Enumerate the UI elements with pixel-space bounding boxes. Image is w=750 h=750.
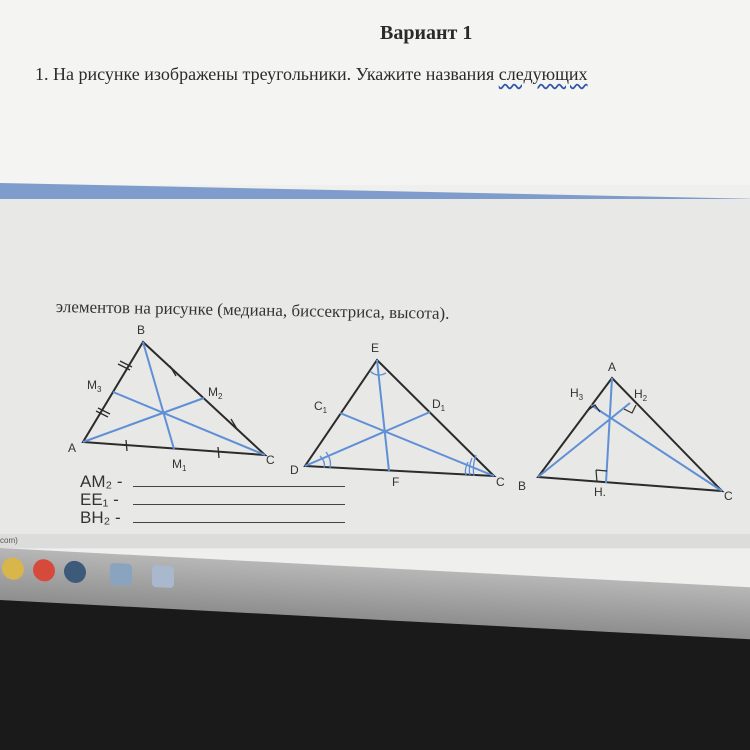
label-d1-sub: 1: [440, 404, 446, 413]
label-m3-sub: 3: [97, 385, 102, 394]
label-vertex-c2: C: [496, 475, 505, 489]
label-vertex-b3: B: [518, 479, 527, 493]
answer-label: AM₂ -: [80, 472, 123, 491]
angle-arcs: [320, 371, 476, 476]
label-h2: [634, 387, 648, 403]
triangle-abc: [83, 342, 265, 455]
label-h2-sub: 2: [642, 394, 648, 403]
answer-blank-line[interactable]: [133, 486, 345, 487]
answer-row: [80, 508, 380, 526]
task-text-continued: элементов на рисунке (медиана, биссектриса, высота).: [55, 297, 450, 323]
answer-label: EE₁ -: [80, 490, 119, 509]
answer-blank-line[interactable]: [133, 522, 345, 523]
label-m2-letter: M: [208, 385, 218, 399]
app-icon[interactable]: [110, 563, 132, 586]
answer-list: [80, 472, 380, 526]
label-m1-sub: 1: [182, 464, 187, 473]
answer-blank-line[interactable]: [133, 504, 345, 505]
altitude-ch3: [591, 405, 722, 491]
label-c1: [314, 399, 328, 415]
image-viewer-icon[interactable]: [152, 565, 174, 588]
label-h2-letter: H: [634, 387, 643, 401]
yandex-browser-icon[interactable]: [33, 559, 55, 582]
median-bm1: [143, 342, 174, 449]
label-m2-sub: 2: [218, 392, 223, 401]
triangle-altitudes-figure: [518, 360, 733, 503]
bisector-ee1: [377, 360, 389, 471]
label-d1-letter: D: [432, 397, 441, 411]
label-vertex-b: B: [137, 323, 146, 337]
status-text: com): [0, 536, 18, 545]
label-f: F: [392, 475, 400, 489]
chrome-icon[interactable]: [2, 557, 24, 580]
label-m1: [172, 457, 187, 473]
status-bar: [0, 534, 750, 548]
label-vertex-a: A: [68, 441, 77, 455]
label-h: H.: [594, 485, 606, 499]
label-vertex-c: C: [266, 453, 275, 467]
triangle-dec: [305, 360, 494, 476]
bisector-cc1: [340, 413, 494, 476]
label-vertex-a3: A: [608, 360, 617, 374]
label-vertex-c3: C: [724, 489, 733, 503]
label-d1: [432, 397, 446, 413]
label-c1-sub: 1: [322, 406, 328, 415]
spellcheck-word[interactable]: следующих: [498, 64, 588, 84]
right-angle-marks: [587, 405, 636, 482]
label-m3: [87, 378, 102, 394]
triangle-medians-figure: [68, 323, 275, 473]
altitude-ah: [606, 378, 612, 483]
label-h3: [570, 386, 584, 402]
label-c1-letter: C: [314, 399, 323, 413]
task-text-prefix: 1. На рисунке изображены треугольники. Укажите названия: [35, 64, 499, 84]
label-vertex-d: D: [290, 463, 299, 477]
label-m1-letter: M: [172, 457, 182, 471]
label-m3-letter: M: [87, 378, 97, 392]
label-h3-sub: 3: [578, 393, 584, 402]
label-m2: [208, 385, 223, 401]
label-h3-letter: H: [570, 386, 579, 400]
page-title: Вариант 1: [380, 22, 473, 44]
answer-row: [80, 490, 380, 508]
triangle-bisectors-figure: [290, 341, 505, 489]
steam-icon[interactable]: [64, 560, 86, 583]
answer-row: [80, 472, 380, 490]
answer-label: BH₂ -: [80, 508, 121, 527]
label-vertex-e: E: [371, 341, 380, 355]
taskbar: [0, 548, 750, 639]
